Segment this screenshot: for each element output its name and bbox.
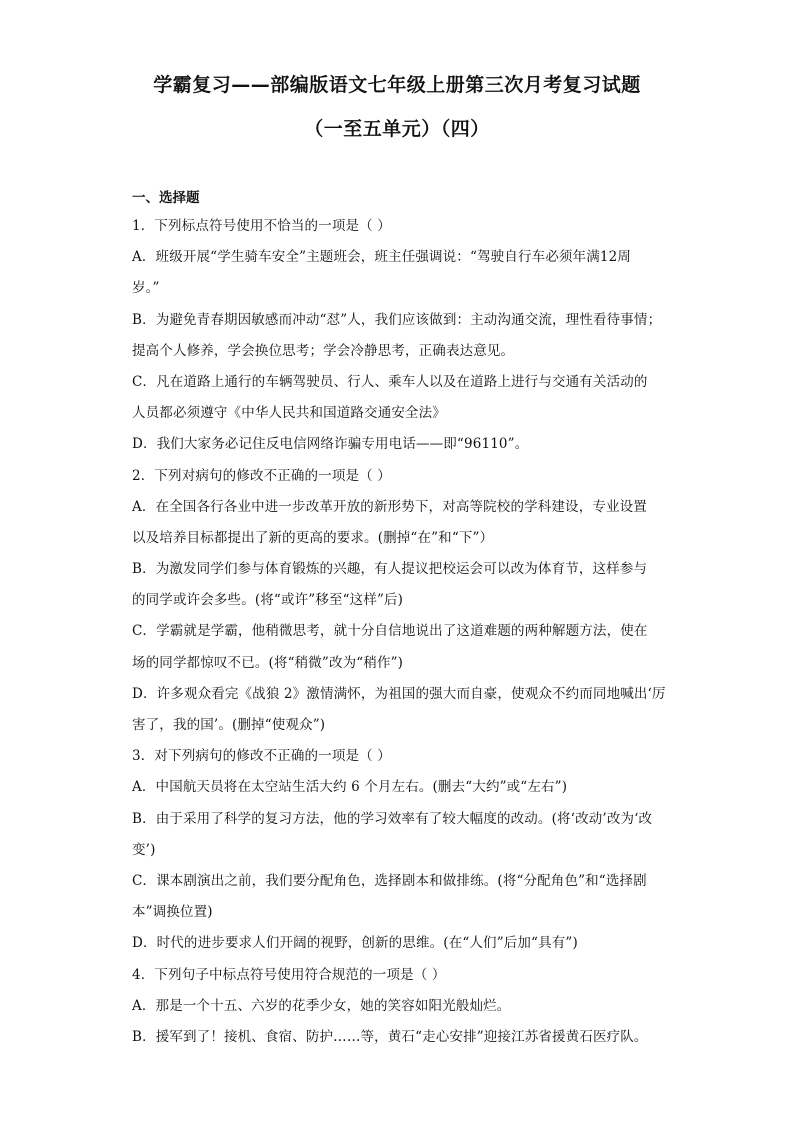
text-line: C．课本剧演出之前，我们要分配角色，选择剧本和做排练。(将“分配角色”和“选择剧 bbox=[132, 872, 647, 889]
text-line: 2．下列对病句的修改不正确的一项是（ ） bbox=[132, 467, 391, 484]
page-title: 学霸复习——部编版语文七年级上册第三次月考复习试题 bbox=[153, 74, 641, 96]
text-line: 的同学或许会多些。(将“或许”移至“这样”后) bbox=[132, 592, 404, 609]
text-line: 提高个人修养，学会换位思考；学会冷静思考，正确表达意见。 bbox=[132, 342, 515, 359]
text-line: A．那是一个十五、六岁的花季少女，她的笑容如阳光般灿烂。 bbox=[132, 997, 511, 1014]
text-line: 4．下列句子中标点符号使用符合规范的一项是（ ） bbox=[132, 966, 446, 983]
text-line: 3．对下列病句的修改不正确的一项是（ ） bbox=[132, 748, 391, 765]
text-line: 变’) bbox=[132, 841, 156, 858]
text-line: A．班级开展“学生骑车安全”主题班会，班主任强调说：“驾驶自行车必须年满12周 bbox=[132, 249, 631, 266]
text-line: D．时代的进步要求人们开阔的视野，创新的思维。(在“人们”后加“具有”) bbox=[132, 935, 578, 952]
text-line: B．由于采用了科学的复习方法，他的学习效率有了较大幅度的改动。(将‘改动’改为‘改 bbox=[132, 810, 653, 827]
section-heading: 一、选择题 bbox=[132, 190, 200, 206]
text-line: 1．下列标点符号使用不恰当的一项是（ ） bbox=[132, 218, 391, 234]
text-line: A．中国航天员将在太空站生活大约 6 个月左右。(删去“大约”或“左右”) bbox=[132, 779, 568, 796]
text-line: 人员都必须遵守《中华人民共和国道路交通安全法》 bbox=[132, 405, 446, 422]
text-line: B．援军到了！接机、食宿、防护……等，黄石“走心安排”迎接江苏省援黄石医疗队。 bbox=[132, 1028, 648, 1045]
text-line: 以及培养目标都提出了新的更高的要求。(删掉“在”和“下”） bbox=[132, 529, 494, 546]
page-subtitle: （一至五单元）（四） bbox=[304, 118, 490, 140]
text-line: D．许多观众看完《战狼 2》激情满怀，为祖国的强大而自豪，使观众不约而同地喊出‘厉 bbox=[132, 685, 666, 702]
text-line: 场的同学都惊叹不已。(将“稍微”改为“稍作”) bbox=[132, 654, 404, 671]
text-line: 岁。” bbox=[132, 280, 160, 297]
text-line: A．在全国各行各业中进一步改革开放的新形势下，对高等院校的学科建设，专业设置 bbox=[132, 498, 647, 515]
text-line: 害了，我的国’。(删掉“使观众”) bbox=[132, 717, 326, 733]
text-line: B．为激发同学们参与体育锻炼的兴趣，有人提议把校运会可以改为体育节，这样参与 bbox=[132, 561, 648, 578]
text-line: B．为避免青春期因敏感而冲动“怼”人，我们应该做到：主动沟通交流，理性看待事情； bbox=[132, 311, 662, 328]
text-line: D．我们大家务必记住反电信网络诈骗专用电话——即“96110”。 bbox=[132, 436, 529, 453]
text-line: C．学霸就是学霸，他稍微思考，就十分自信地说出了这道难题的两种解题方法，使在 bbox=[132, 623, 648, 640]
question-list bbox=[132, 211, 672, 1053]
text-line: C．凡在道路上通行的车辆驾驶员、行人、乘车人以及在道路上进行与交通有关活动的 bbox=[132, 373, 648, 390]
text-line: 本”调换位置) bbox=[132, 904, 213, 921]
